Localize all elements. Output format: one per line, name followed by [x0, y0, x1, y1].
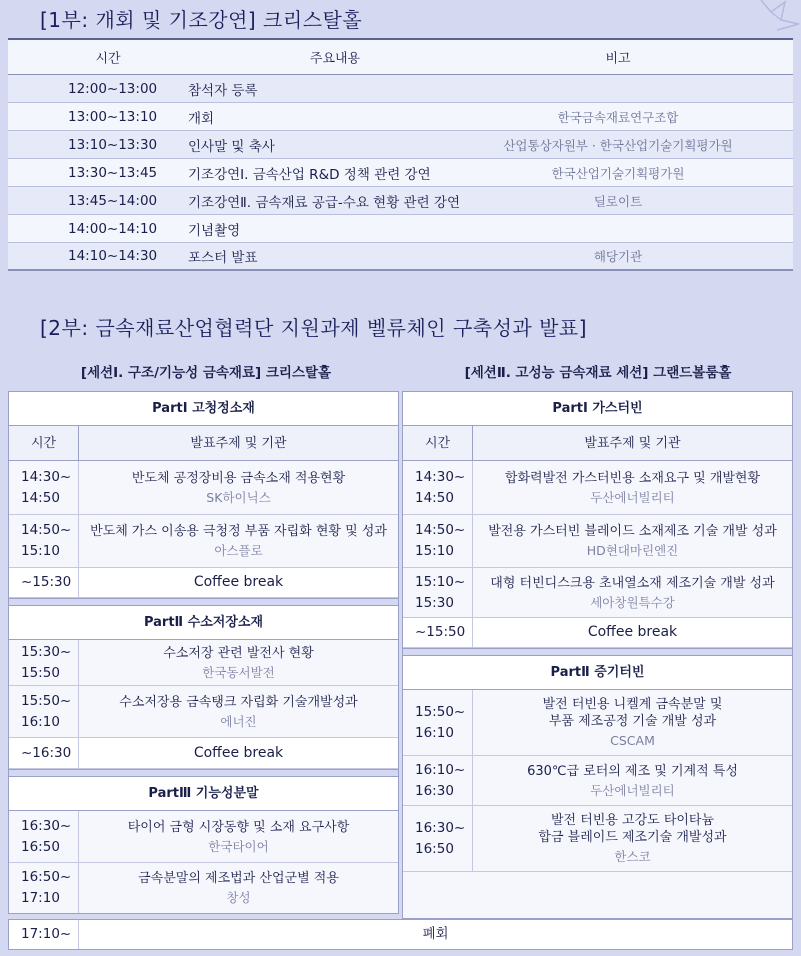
break-label: Coffee break — [193, 744, 284, 761]
session2-part1-title: PartⅠ 가스터빈 — [403, 392, 792, 426]
table-row — [9, 515, 398, 568]
closing-time: 17:10~ — [9, 920, 79, 949]
time-end: 16:50 — [21, 838, 60, 855]
table-row — [403, 461, 792, 515]
session1-part3-title: PartⅢ 기능성분말 — [9, 777, 398, 811]
time-start: 16:30~ — [415, 819, 466, 836]
time-end: 16:10 — [415, 724, 454, 741]
break-time: ~15:30 — [9, 568, 79, 597]
talk-topic: 발전 터빈용 니켈계 금속분말 및 — [542, 697, 723, 712]
header-content: 발표주제 및 기관 — [190, 436, 287, 451]
row-content: 인사말 및 축사 — [188, 138, 275, 155]
table-row — [403, 756, 792, 806]
table-row — [8, 187, 793, 215]
part1-table-header — [8, 38, 793, 75]
talk-topic: 수소저장용 금속탱크 자립화 기술개발성과 — [119, 694, 358, 710]
table-row — [403, 515, 792, 568]
talk-organization: 두산에너빌리티 — [590, 489, 675, 505]
time-start: 16:10~ — [415, 761, 466, 778]
talk-topic: 금속분말의 제조법과 산업군별 적용 — [138, 871, 339, 886]
talk-organization: SK하이닉스 — [206, 489, 271, 505]
crystal-decoration-icon — [741, 0, 801, 36]
time-end: 16:30 — [415, 782, 454, 799]
time-start: 14:50~ — [415, 522, 466, 538]
row-note: 한국산업기술기획평가원 — [551, 165, 685, 181]
talk-organization: HD현대마린엔진 — [586, 543, 679, 558]
time-end: 14:50 — [21, 489, 60, 506]
table-row — [403, 806, 792, 872]
table-row — [8, 243, 793, 271]
talk-topic: 반도체 가스 이송용 극청정 부품 자립화 현황 및 성과 — [90, 524, 387, 539]
closing-row — [8, 919, 793, 950]
talk-organization: 에너진 — [220, 713, 257, 729]
header-time: 시간 — [95, 51, 121, 67]
session1-part2-title: PartⅡ 수소저장소재 — [9, 606, 398, 640]
session2-title: [세션Ⅱ. 고성능 금속재료 세션] 그랜드볼룸홀 — [464, 365, 732, 381]
row-time: 13:45~14:00 — [68, 192, 158, 209]
table-row — [8, 131, 793, 159]
time-end: 17:10 — [21, 890, 60, 906]
time-end: 16:50 — [415, 840, 454, 857]
session2-header — [403, 426, 792, 461]
header-time: 시간 — [403, 426, 473, 460]
talk-topic: 합화력발전 가스터빈용 소재요구 및 개발현황 — [504, 470, 761, 486]
row-time: 13:00~13:10 — [68, 108, 158, 125]
time-end: 16:10 — [21, 713, 60, 730]
time-end: 15:30 — [415, 594, 454, 611]
talk-topic: 수소저장 관련 발전사 현황 — [163, 645, 314, 661]
break-label: Coffee break — [193, 574, 284, 590]
part2-title: [2부: 금속재료산업협력단 지원과제 벨류체인 구축성과 발표] — [40, 316, 588, 340]
row-content: 개회 — [188, 110, 215, 127]
break-label: Coffee break — [587, 624, 678, 640]
time-end: 15:50 — [21, 664, 60, 681]
time-end: 14:50 — [415, 489, 454, 506]
time-start: 16:30~ — [21, 817, 72, 834]
talk-topic-line2: 부품 제조공정 기술 개발 성과 — [548, 714, 717, 729]
table-row — [9, 461, 398, 515]
row-content: 기조강연Ⅱ. 금속재료 공급-수요 현황 관련 강연 — [188, 194, 461, 211]
table-row — [403, 690, 792, 756]
time-start: 15:30~ — [21, 643, 72, 660]
table-row — [9, 686, 398, 738]
header-time: 시간 — [9, 426, 79, 460]
coffee-break-row — [9, 568, 398, 598]
time-end: 15:10 — [415, 543, 454, 559]
session1-part1-title: PartⅠ 고청정소재 — [9, 392, 398, 426]
row-time: 14:10~14:30 — [68, 248, 158, 264]
row-time: 13:30~13:45 — [68, 164, 158, 181]
coffee-break-row — [9, 738, 398, 769]
session1-title: [세션Ⅰ. 구조/기능성 금속재료] 크리스탈홀 — [80, 365, 332, 381]
header-content: 발표주제 및 기관 — [584, 436, 681, 451]
table-row — [8, 159, 793, 187]
table-row — [403, 568, 792, 618]
part1-table — [8, 38, 793, 271]
row-note: 해당기관 — [593, 249, 643, 264]
time-end: 15:10 — [21, 543, 60, 559]
table-row — [9, 811, 398, 863]
talk-topic-line2: 합금 블레이드 제조기술 개발성과 — [538, 830, 727, 845]
part1-title: [1부: 개회 및 기조강연] 크리스탈홀 — [40, 8, 363, 32]
table-row — [8, 75, 793, 103]
talk-organization: 한국타이어 — [208, 838, 269, 854]
break-time: ~16:30 — [9, 738, 79, 768]
closing-label: 폐회 — [422, 926, 449, 942]
talk-organization: 한국동서발전 — [202, 664, 275, 680]
session2-table — [402, 391, 793, 919]
row-time: 13:10~13:30 — [68, 136, 158, 153]
row-note: 딜로이트 — [593, 193, 643, 209]
table-row — [8, 215, 793, 243]
session1-table — [8, 391, 399, 914]
time-start: 15:10~ — [415, 573, 466, 590]
talk-topic: 반도체 공정장비용 금속소재 적용현황 — [131, 470, 346, 486]
row-time: 12:00~13:00 — [68, 80, 158, 97]
table-row — [9, 863, 398, 913]
table-row — [9, 640, 398, 686]
row-time: 14:00~14:10 — [68, 220, 158, 237]
session2-part2-title: PartⅡ 증기터빈 — [403, 656, 792, 690]
talk-topic: 대형 터빈디스크용 초내열소재 제조기술 개발 성과 — [490, 575, 775, 591]
row-content: 기념촬영 — [188, 222, 241, 239]
talk-organization: 세아창원특수강 — [590, 594, 675, 610]
talk-organization: 창성 — [226, 890, 251, 905]
time-start: 14:50~ — [21, 522, 72, 538]
time-start: 15:50~ — [415, 703, 466, 720]
talk-organization: 한스코 — [614, 849, 651, 864]
talk-topic: 발전 터빈용 고강도 타이타늄 — [550, 813, 715, 828]
coffee-break-row — [403, 618, 792, 648]
time-start: 15:50~ — [21, 692, 72, 709]
table-row — [8, 103, 793, 131]
talk-topic: 타이어 금형 시장동향 및 소재 요구사항 — [127, 819, 350, 835]
talk-topic: 발전용 가스터빈 블레이드 소재제조 기술 개발 성과 — [488, 524, 777, 539]
time-start: 14:30~ — [415, 468, 466, 485]
talk-topic: 630℃급 로터의 제조 및 기계적 특성 — [527, 763, 738, 779]
row-content: 포스터 발표 — [188, 250, 258, 266]
row-note: 한국금속재료연구조합 — [557, 109, 679, 125]
time-start: 16:50~ — [21, 869, 72, 885]
row-content: 기조강연Ⅰ. 금속산업 R&D 정책 관련 강연 — [188, 166, 431, 183]
header-note: 비고 — [605, 51, 631, 67]
row-content: 참석자 등록 — [188, 82, 258, 99]
row-note: 산업통상자원부 · 한국산업기술기획평가원 — [503, 137, 733, 153]
talk-organization: 두산에너빌리티 — [590, 782, 675, 798]
talk-organization: CSCAM — [610, 733, 655, 748]
break-time: ~15:50 — [403, 618, 473, 647]
time-start: 14:30~ — [21, 468, 72, 485]
session1-header — [9, 426, 398, 461]
header-content: 주요내용 — [309, 51, 361, 67]
talk-organization: 아스플로 — [214, 543, 263, 558]
